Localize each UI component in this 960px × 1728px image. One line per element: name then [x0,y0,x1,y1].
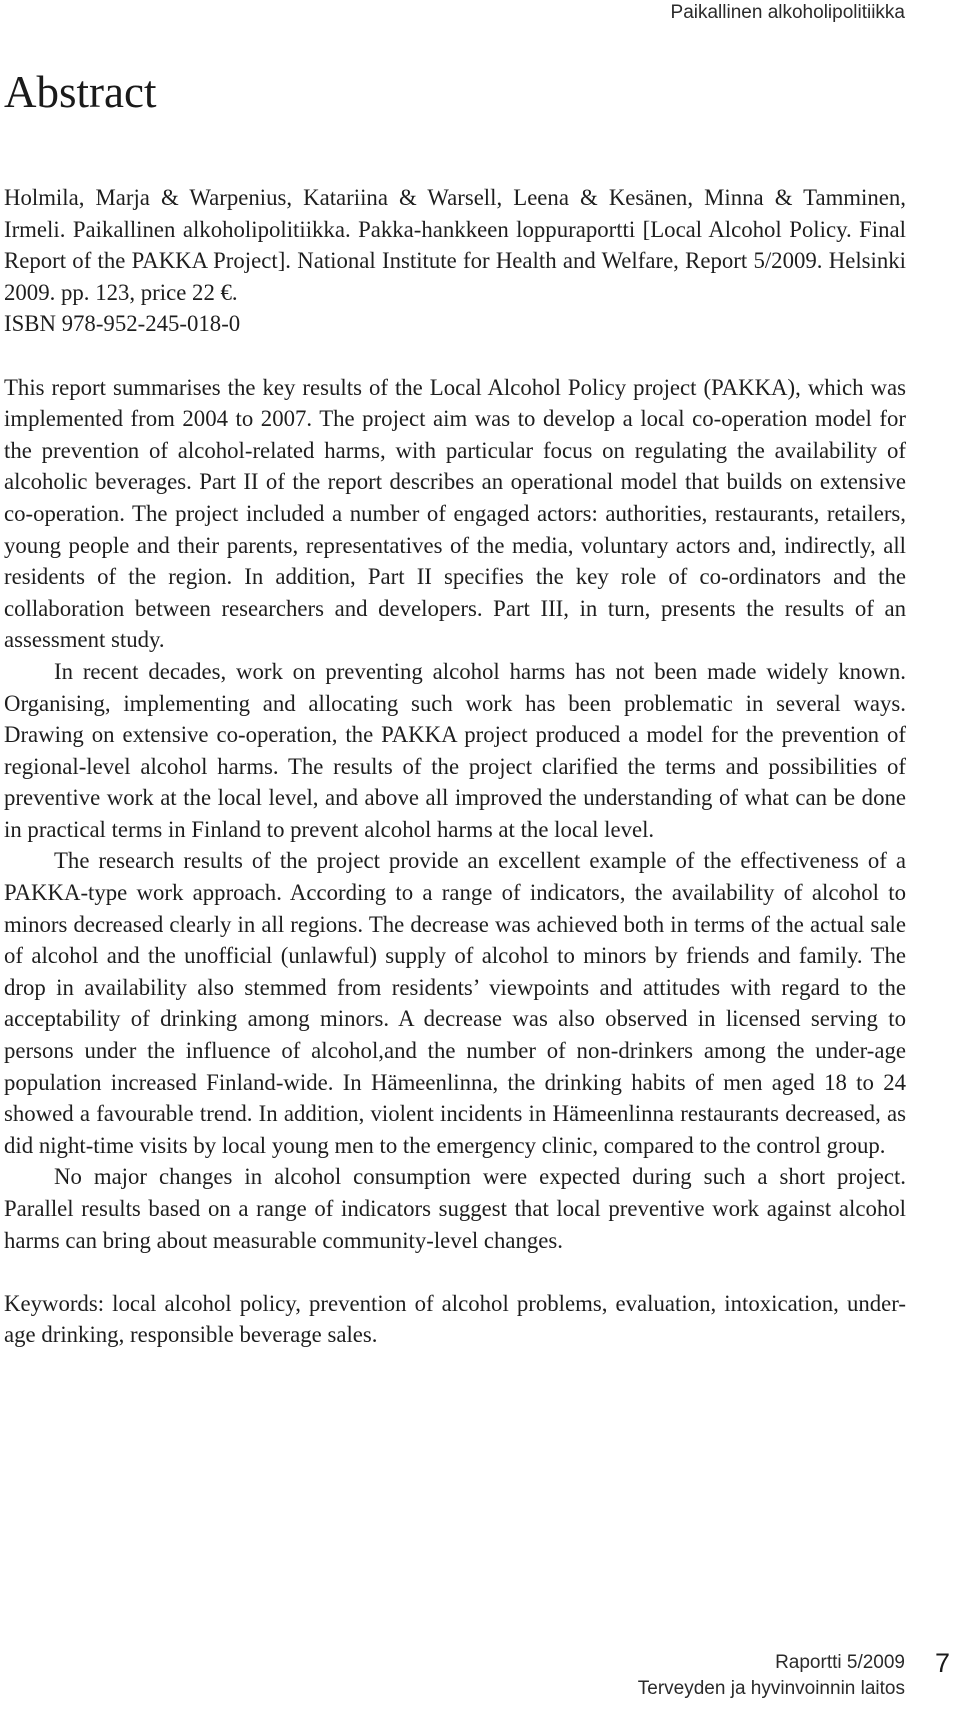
abstract-paragraph-1: This report summarises the key results of the Local Alcohol Policy project (PAKKA), which was implemented from 2004 to 2007. The project aim was to develop a local co-operation model for the prevention of alcohol-related harms, with particular focus on regulating the availability of alcoholic beverages. Part II of the report describes an operational model that builds on extensive co-operation. The project included a number of engaged actors: authorities, restaurants, retailers, young people and their parents, representatives of the media, voluntary actors and, indirectly, all residents of the region. In addition, Part II specifies the key role of co-ordinators and the collaboration between researchers and developers. Part III, in turn, presents the results of an assessment study. [4,374,906,653]
running-header: Paikallinen alkoholipolitiikka [670,2,905,23]
page-number: 7 [934,1648,950,1678]
citation [4,182,906,340]
section-spacer [4,1256,906,1288]
footer [638,1650,905,1702]
abstract-paragraph-3: The research results of the project provide an excellent example of the effectiveness of a PAKKA-type work approach. According to a range of indicators, the availability of alcohol to minors decreased clearly in all regions. The decrease was achieved both in terms of the actual sale of alcohol and the unofficial (unlawful) supply of alcohol to minors by friends and family. The drop in availability also stemmed from residents’ viewpoints and attitudes with regard to the acceptability of drinking among minors. A decrease was also observed in licensed serving to persons under the influence of alcohol,and the number of non-drinkers among the under-age population increased Finland-wide. In Hämeenlinna, the drinking habits of men aged 18 to 24 showed a favourable trend. In addition, violent incidents in Hämeenlinna restaurants decreased, as did night-time visits by local young men to the emergency clinic, compared to the control group. [4,848,906,1158]
footer-institute: Terveyden ja hyvinvoinnin laitos [637,1678,905,1699]
page-title: Abstract [4,67,157,117]
abstract-content [4,182,906,1351]
isbn: ISBN 978-952-245-018-0 [4,311,241,337]
footer-report: Raportti 5/2009 [775,1652,905,1673]
abstract-paragraph-2: In recent decades, work on preventing alcohol harms has not been made widely known. Organising, implementing and allocating such work has been problematic in several ways. Drawing on extensive co-operation, the PAKKA project produced a model for the prevention of regional-level alcohol harms. The results of the project clarified the terms and possibilities of preventive work at the local level, and above all improved the understanding of what can be done in practical terms in Finland to prevent alcohol harms at the local level. [4,658,906,842]
citation-text: Holmila, Marja & Warpenius, Katariina & Warsell, Leena & Kesänen, Minna & Tamminen, Irmeli. Paikallinen alkoholipolitiikka. Pakka-hankkeen loppuraportti [Local Alcohol Policy. Final Report of the PAKKA Project]. National Institute for Health and Welfare, Report 5/2009. Helsinki 2009. pp. 123, price 22 €. [4,185,906,305]
abstract-paragraph-4: No major changes in alcohol consumption were expected during such a short project. Parallel results based on a range of indicators suggest that local preventive work against alcohol harms can bring about measurable community-level changes. [4,1164,906,1253]
keywords: Keywords: local alcohol policy, prevention of alcohol problems, evaluation, intoxication, under-age drinking, responsible beverage sales. [4,1290,906,1348]
